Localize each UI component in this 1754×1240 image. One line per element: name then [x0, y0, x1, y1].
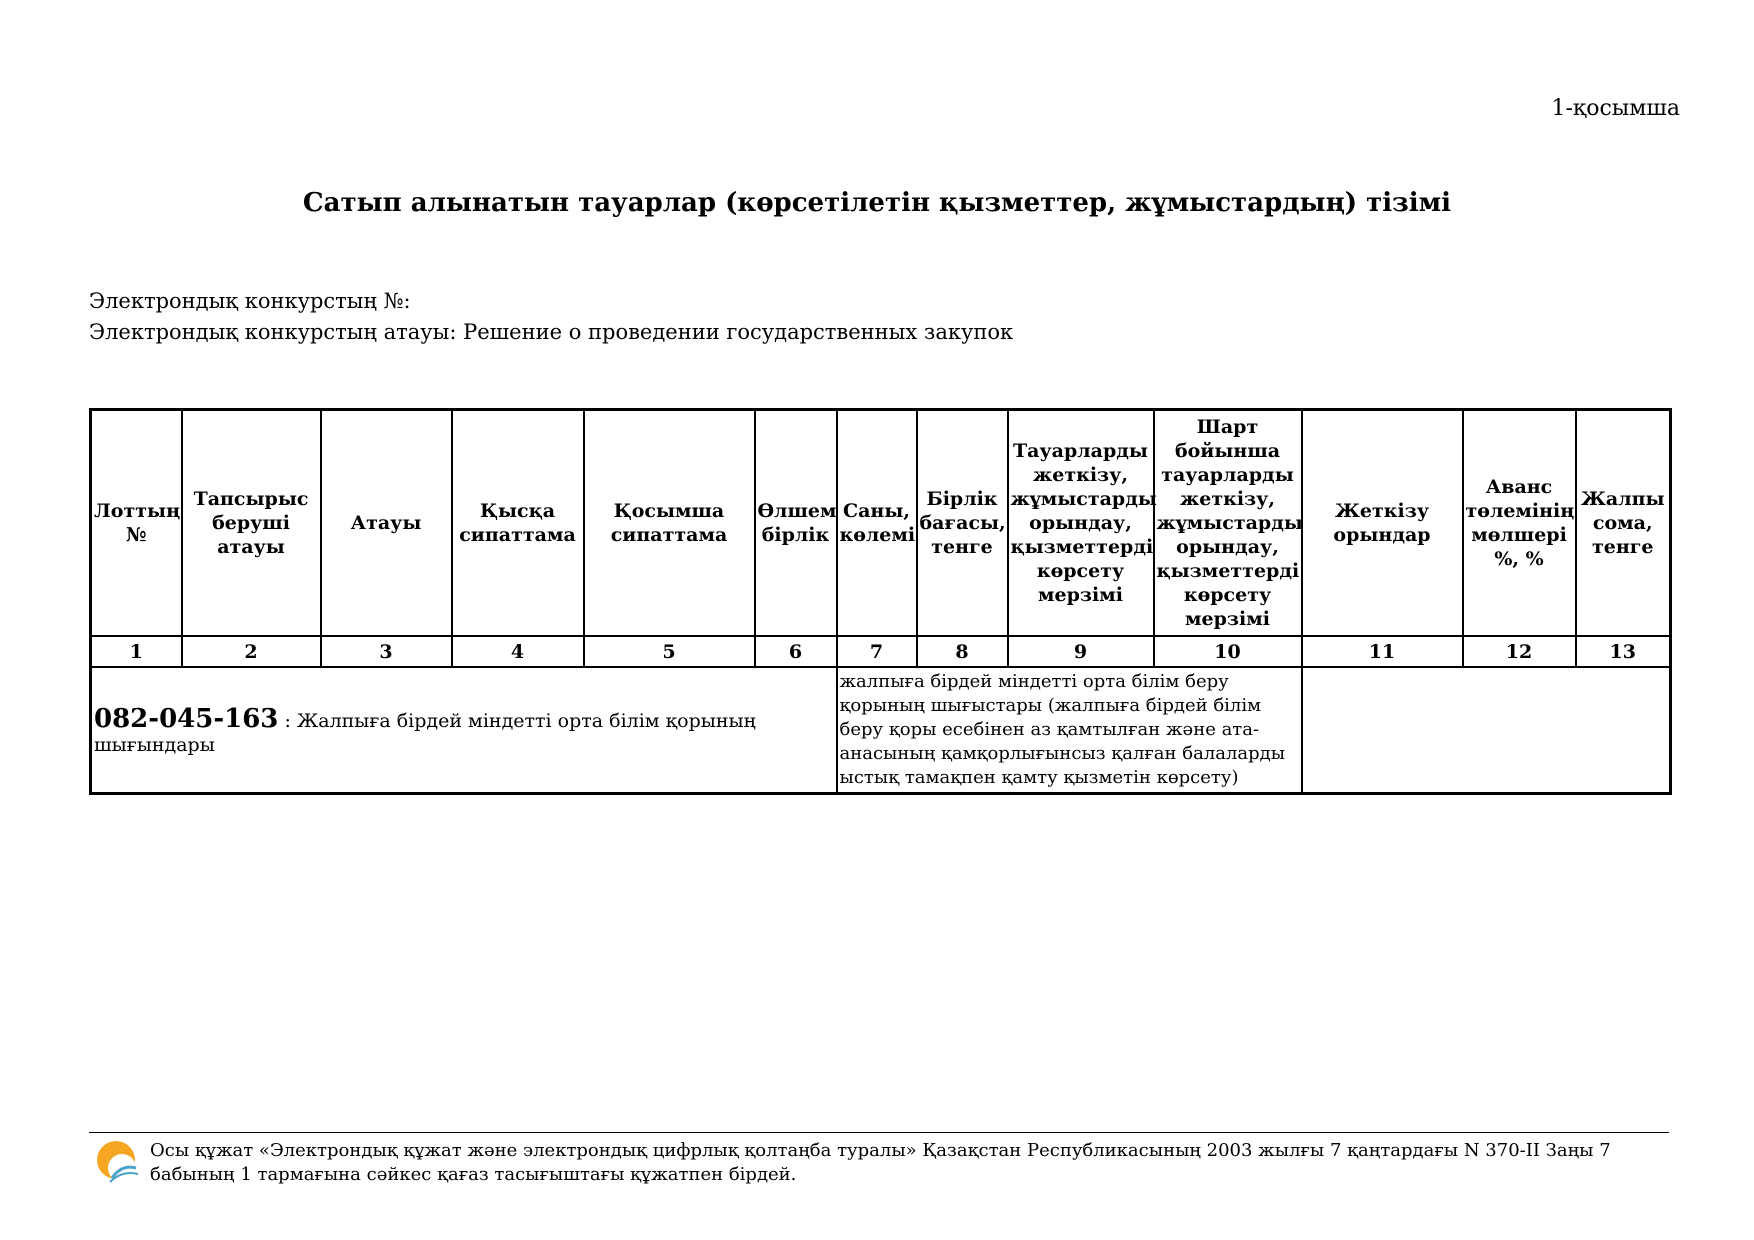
header-short-description: Қысқа сипаттама — [452, 410, 584, 637]
header-customer-name: Тапсырыс беруші атауы — [182, 410, 321, 637]
contest-name-line: Электрондық конкурстың атауы: Решение о проведении государственных закупок — [89, 320, 1014, 344]
column-number: 13 — [1576, 636, 1671, 667]
header-delivery-period: Тауарларды жеткізу, жұмыстарды орындау, қызметтерді көрсету мерзімі — [1008, 410, 1154, 637]
header-quantity: Саны, көлемі — [837, 410, 917, 637]
column-number: 10 — [1154, 636, 1302, 667]
footer-divider — [89, 1132, 1669, 1133]
column-number: 3 — [321, 636, 452, 667]
header-advance-payment: Аванс төлемінің мөлшері %, % — [1463, 410, 1576, 637]
column-number: 8 — [917, 636, 1008, 667]
table-column-numbers-row — [91, 636, 1671, 667]
annex-label: 1-қосымша — [1551, 96, 1680, 121]
column-number: 1 — [91, 636, 182, 667]
table-header-row — [91, 410, 1671, 637]
table-row — [91, 667, 1671, 794]
footer-legal-note: Осы құжат «Электрондық құжат және электрондық цифрлық қолтаңба туралы» Қазақстан Республикасының 2003 жылғы 7 қаңтардағы N 370-II Заңы 7 бабының 1 тармағына сәйкес қағаз тасығыштағы құжатпен бірдей. — [150, 1140, 1611, 1185]
header-unit-price: Бірлік бағасы, тенге — [917, 410, 1008, 637]
lot-name: : Жалпыға бірдей міндетті орта білім қорының шығындары — [94, 710, 756, 756]
column-number: 6 — [755, 636, 837, 667]
column-number: 4 — [452, 636, 584, 667]
egov-sun-logo-icon — [92, 1138, 142, 1186]
lot-empty-cell — [1302, 667, 1671, 794]
column-number: 5 — [584, 636, 755, 667]
header-additional-description: Қосымша сипаттама — [584, 410, 755, 637]
header-total-amount: Жалпы сома, тенге — [1576, 410, 1671, 637]
column-number: 7 — [837, 636, 917, 667]
column-number: 9 — [1008, 636, 1154, 667]
lot-number: 082-045-163 — [94, 704, 279, 734]
header-unit: Өлшем бірлік — [755, 410, 837, 637]
page-title: Сатып алынатын тауарлар (көрсетілетін қызметтер, жұмыстардың) тізімі — [302, 188, 1452, 218]
header-lot-number: Лоттың № — [91, 410, 182, 637]
lot-cell — [91, 667, 837, 794]
lot-description: жалпыға бірдей міндетті орта білім беру қорының шығыстары (жалпыға бірдей білім беру қоры есебінен аз қамтылған және ата-анасының қамқорлығынсыз қалған балаларды ыстық тамақпен қамту қызметін көрсету) — [837, 667, 1302, 794]
column-number: 2 — [182, 636, 321, 667]
header-contract-delivery-period: Шарт бойынша тауарларды жеткізу, жұмыстарды орындау, қызметтерді көрсету мерзімі — [1154, 410, 1302, 637]
header-delivery-places: Жеткізу орындар — [1302, 410, 1463, 637]
lots-table — [89, 408, 1672, 795]
header-name: Атауы — [321, 410, 452, 637]
column-number: 12 — [1463, 636, 1576, 667]
column-number: 11 — [1302, 636, 1463, 667]
contest-number-label: Электрондық конкурстың №: — [89, 289, 411, 313]
